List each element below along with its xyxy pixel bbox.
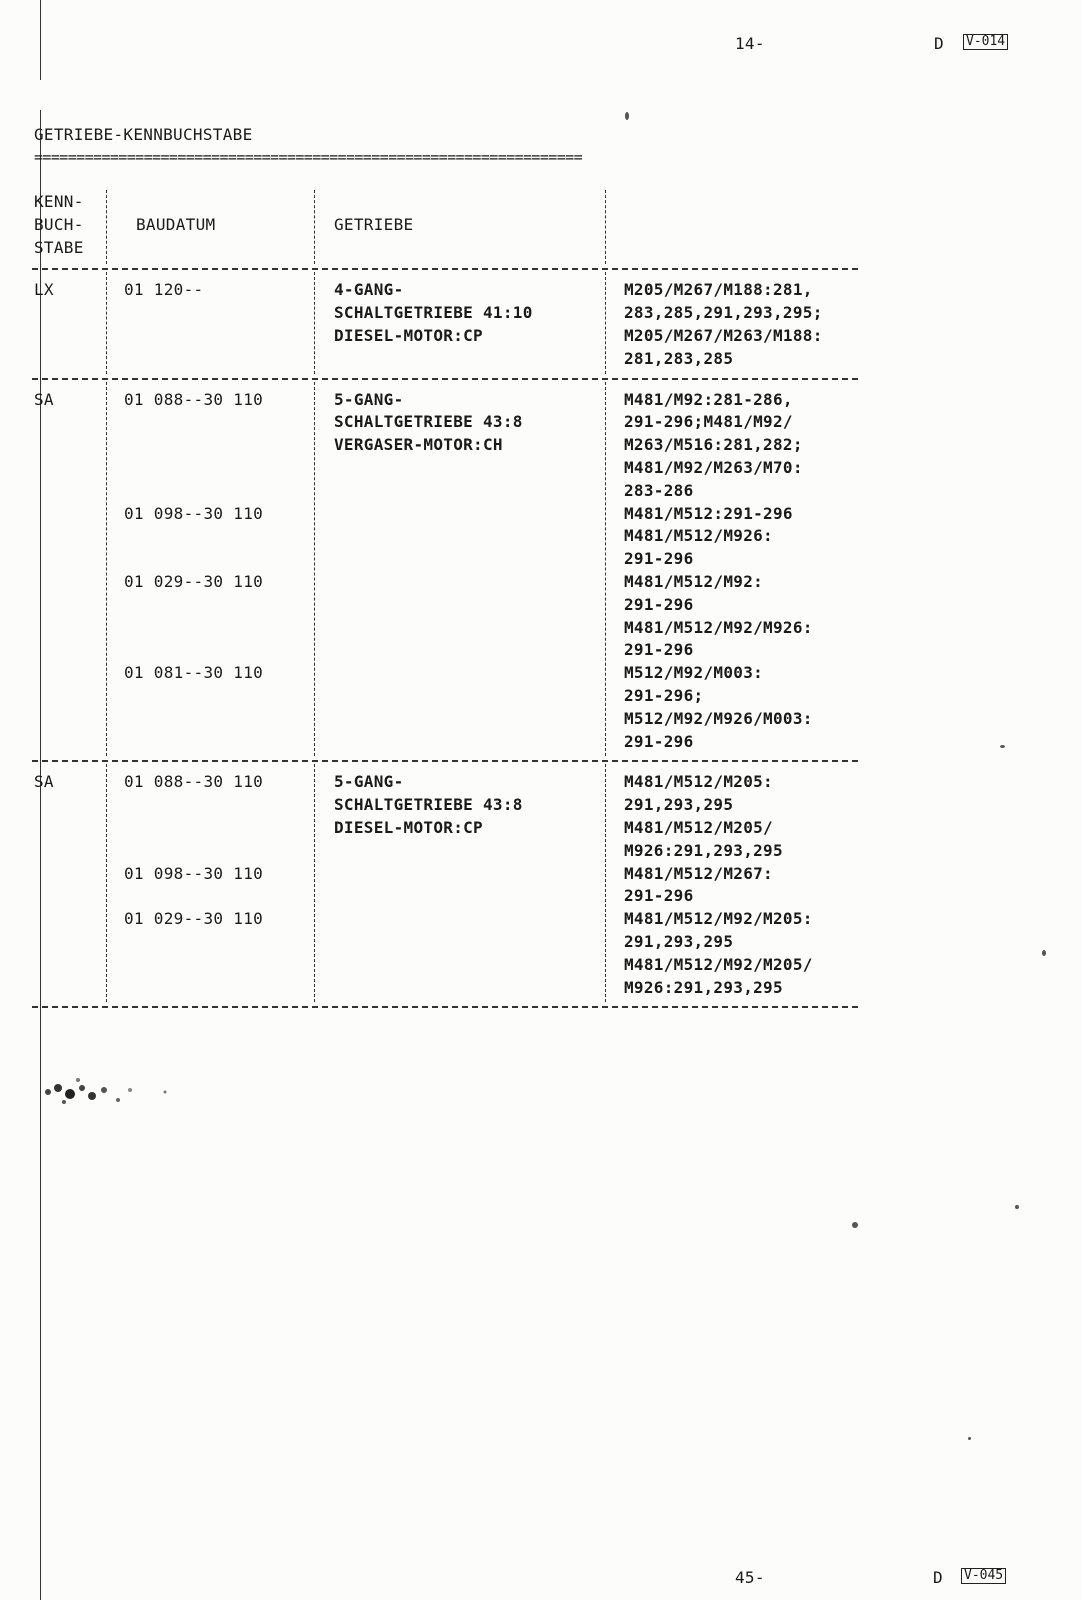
header-page-number: 14- [735, 34, 765, 53]
speck [625, 112, 629, 120]
row-kenn: SA [34, 389, 54, 409]
row-getriebe-line: 5-GANG- [334, 772, 404, 792]
speck [852, 1222, 858, 1228]
row-model-line: 291-296 [624, 731, 694, 751]
row-model-line: 281,283,285 [624, 348, 734, 368]
row-model-line: 291-296; [624, 686, 704, 705]
row-getriebe-line: SCHALTGETRIEBE 43:8 [334, 795, 523, 815]
row-model-line: M481/M512/M267: [624, 863, 773, 883]
column-separator [605, 190, 606, 264]
row-getriebe-line: SCHALTGETRIEBE 41:10 [334, 303, 533, 323]
column-separator [605, 382, 606, 757]
column-separator [314, 190, 315, 264]
column-separator [314, 382, 315, 757]
header-baudatum: BAUDATUM [136, 214, 216, 234]
row-baudatum: 01 081--30 110 [124, 663, 264, 683]
row-separator [32, 268, 858, 270]
speck [968, 1437, 971, 1440]
row-model-line: M205/M267/M188:281, [624, 280, 813, 300]
row-model-line: M481/M512:291-296 [624, 503, 793, 523]
speck [1015, 1205, 1019, 1209]
column-separator [106, 382, 107, 757]
row-model-line: M481/M512/M205: [624, 772, 773, 792]
column-separator [605, 272, 606, 373]
row-model-line: M512/M92/M003: [624, 663, 764, 683]
row-baudatum: 01 029--30 110 [124, 909, 264, 929]
speck [1000, 745, 1005, 748]
row-baudatum: 01 029--30 110 [124, 572, 264, 591]
row-model-line: M926:291,293,295 [624, 840, 783, 860]
header-kenn-line: STABE [34, 237, 84, 257]
footer-doc-code: V-045 [961, 1568, 1006, 1584]
row-baudatum: 01 098--30 110 [124, 863, 264, 883]
title-rule: ================================================================= [34, 148, 583, 166]
column-separator [106, 764, 107, 1002]
row-baudatum: 01 088--30 110 [124, 389, 264, 409]
row-model-line: 283,285,291,293,295; [624, 303, 823, 323]
row-model-line: M263/M516:281,282; [624, 435, 803, 455]
header-getriebe: GETRIEBE [334, 214, 414, 234]
row-model-line: M481/M512/M92: [624, 572, 764, 591]
row-model-line: 291-296 [624, 594, 694, 614]
row-model-line: 283-286 [624, 480, 694, 500]
row-separator [32, 760, 858, 762]
margin-line-top [40, 0, 41, 80]
row-model-line: M481/M512/M92/M205/ [624, 954, 813, 974]
header-kenn-line: KENN- [34, 192, 84, 211]
row-model-line: 291-296;M481/M92/ [624, 412, 793, 432]
page-title: GETRIEBE-KENNBUCHSTABE [34, 125, 253, 144]
row-model-line: M205/M267/M263/M188: [624, 326, 823, 345]
footer-doc-letter: D [933, 1568, 943, 1587]
row-model-line: M481/M512/M92/M205: [624, 909, 813, 929]
column-separator [106, 272, 107, 373]
row-baudatum: 01 120-- [124, 280, 204, 300]
row-getriebe-line: VERGASER-MOTOR:CH [334, 435, 503, 455]
row-model-line: M481/M512/M205/ [624, 818, 773, 837]
row-model-line: M512/M92/M926/M003: [624, 708, 813, 728]
row-model-line: M926:291,293,295 [624, 977, 783, 997]
column-separator [106, 190, 107, 264]
row-baudatum: 01 088--30 110 [124, 772, 264, 792]
row-getriebe-line: 5-GANG- [334, 389, 404, 409]
row-model-line: M481/M512/M926: [624, 526, 773, 546]
row-getriebe-line: DIESEL-MOTOR:CP [334, 326, 483, 345]
row-getriebe-line: SCHALTGETRIEBE 43:8 [334, 412, 523, 432]
row-kenn: SA [34, 772, 54, 792]
speck [1042, 950, 1046, 956]
row-model-line: 291,293,295 [624, 932, 734, 951]
row-model-line: 291-296 [624, 549, 694, 569]
column-separator [605, 764, 606, 1002]
row-getriebe-line: DIESEL-MOTOR:CP [334, 818, 483, 837]
row-model-line: 291-296 [624, 886, 694, 906]
row-model-line: M481/M92/M263/M70: [624, 458, 803, 477]
row-separator [32, 1006, 858, 1008]
header-kenn-line: BUCH- [34, 214, 84, 234]
row-baudatum: 01 098--30 110 [124, 503, 264, 523]
header-doc-letter: D [934, 34, 944, 53]
header-doc-code: V-014 [963, 34, 1008, 50]
smudge-decoration [30, 1070, 180, 1120]
row-model-line: M481/M512/M92/M926: [624, 617, 813, 637]
row-model-line: M481/M92:281-286, [624, 389, 793, 409]
column-separator [314, 764, 315, 1002]
column-separator [314, 272, 315, 373]
row-model-line: 291,293,295 [624, 795, 734, 815]
row-model-line: 291-296 [624, 640, 694, 660]
row-separator [32, 378, 858, 380]
row-kenn: LX [34, 280, 54, 300]
row-getriebe-line: 4-GANG- [334, 280, 404, 300]
footer-page-number: 45- [735, 1568, 765, 1587]
margin-line [40, 110, 41, 1600]
